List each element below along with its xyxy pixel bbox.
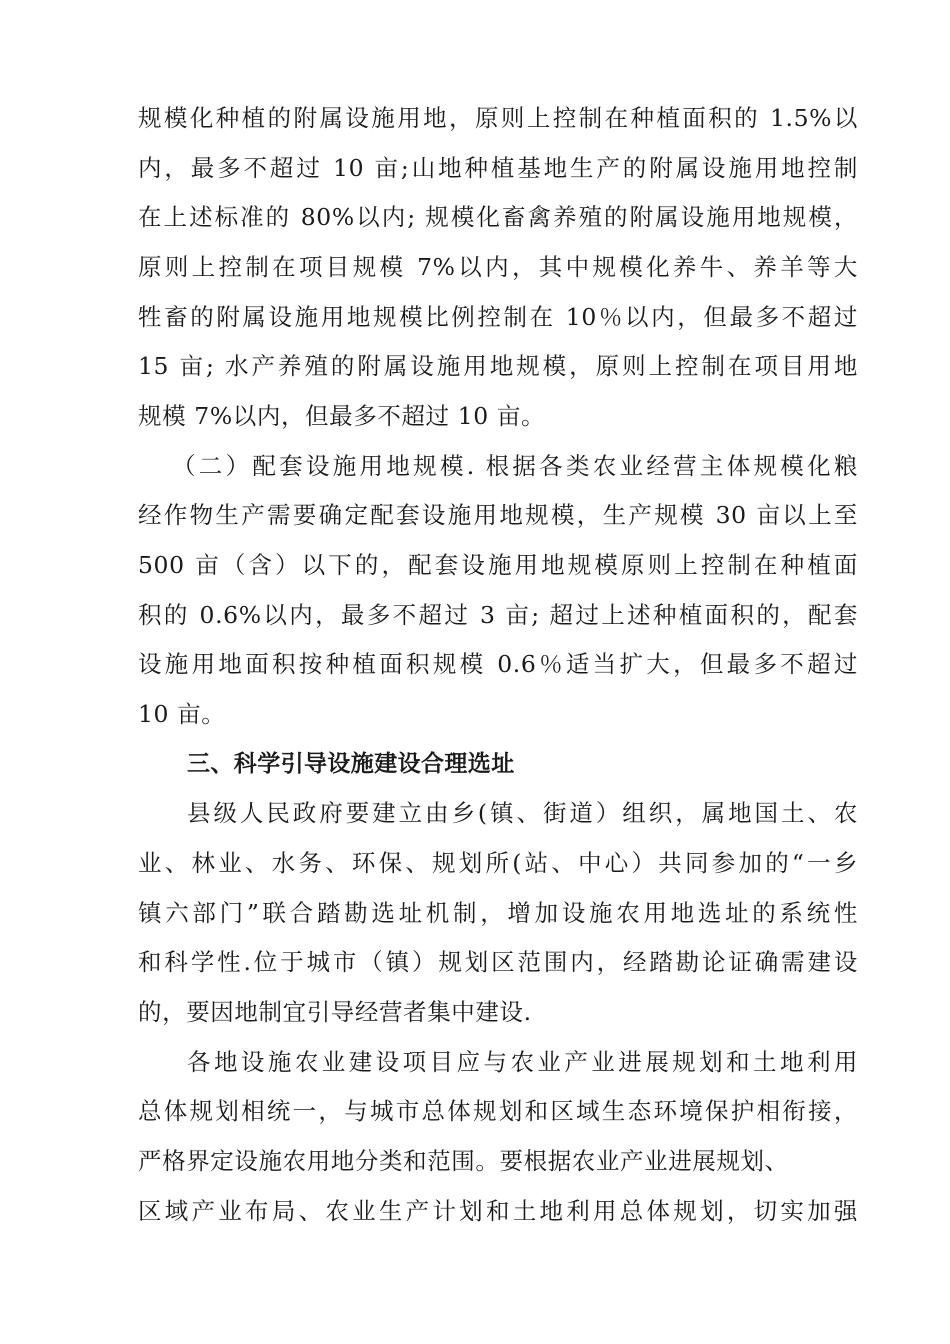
paragraph-line: 设施用地面积按种植面积规模 0.6％适当扩大，但最多不超过 <box>138 650 858 678</box>
paragraph-line: 牲畜的附属设施用地规模比例控制在 10％以内，但最多不超过 <box>138 303 858 331</box>
paragraph-line: 原则上控制在项目规模 7%以内，其中规模化养牛、养羊等大 <box>138 253 858 281</box>
paragraph-line: 10 亩。 <box>138 700 226 728</box>
paragraph-line: 规模化种植的附属设施用地，原则上控制在种植面积的 1.5%以 <box>138 104 858 132</box>
paragraph-line: 总体规划相统一，与城市总体规划和区域生态环境保护相衔接， <box>138 1097 858 1125</box>
paragraph-line: 在上述标准的 80%以内; 规模化畜禽养殖的附属设施用地规模， <box>138 203 858 231</box>
section-heading: 三、科学引导设施建设合理选址 <box>187 751 515 777</box>
paragraph-line: 镇六部门”联合踏勘选址机制，增加设施农用地选址的系统性 <box>138 899 858 927</box>
paragraph-line: 的，要因地制宜引导经营者集中建设. <box>138 998 532 1026</box>
paragraph-line: 规模 7%以内，但最多不超过 10 亩。 <box>138 402 546 430</box>
paragraph-line: 业、林业、水务、环保、规划所(站、中心）共同参加的“一乡 <box>138 849 858 877</box>
paragraph-line: 区域产业布局、农业生产计划和土地利用总体规划，切实加强 <box>138 1197 858 1225</box>
paragraph-line: 15 亩; 水产养殖的附属设施用地规模，原则上控制在项目用地 <box>138 352 858 380</box>
paragraph-line: 和科学性.位于城市（镇）规划区范围内，经踏勘论证确需建设 <box>138 948 858 976</box>
paragraph-line: 严格界定设施农用地分类和范围。要根据农业产业进展规划、 <box>138 1147 789 1175</box>
paragraph-line: 各地设施农业建设项目应与农业产业进展规划和土地利用 <box>187 1048 858 1076</box>
paragraph-line: （二）配套设施用地规模. 根据各类农业经营主体规模化粮 <box>172 452 858 480</box>
paragraph-line: 积的 0.6%以内，最多不超过 3 亩; 超过上述种植面积的，配套 <box>138 601 858 629</box>
paragraph-line: 内，最多不超过 10 亩;山地种植基地生产的附属设施用地控制 <box>138 154 858 182</box>
paragraph-line: 经作物生产需要确定配套设施用地规模，生产规模 30 亩以上至 <box>138 501 858 529</box>
paragraph-line: 500 亩（含）以下的，配套设施用地规模原则上控制在种植面 <box>138 551 858 579</box>
paragraph-line: 县级人民政府要建立由乡(镇、街道）组织，属地国土、农 <box>187 799 858 827</box>
